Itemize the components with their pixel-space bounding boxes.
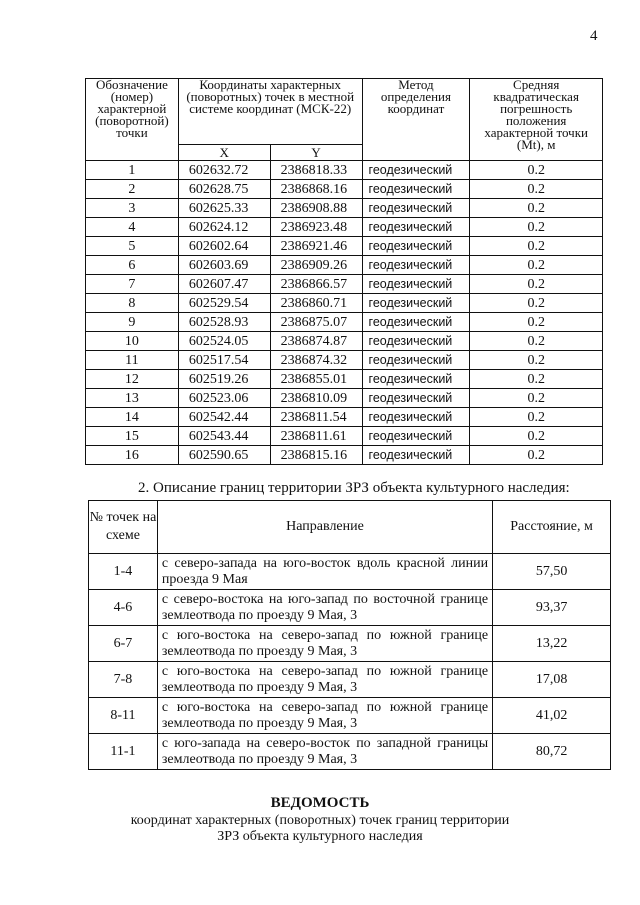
coords-table-row (86, 237, 603, 256)
direction-cell: с северо-востока на юго-запад по восточной границе землеотвода по проезду 9 Мая, 3 (157, 590, 492, 626)
x-cell: 602625.33 (178, 199, 270, 218)
direction-cell: с северо-запада на юго-восток вдоль красной линии проезда 9 Мая (157, 554, 492, 590)
x-cell: 602529.54 (178, 294, 270, 313)
error-cell: 0.2 (470, 351, 603, 370)
point-number-cell: 12 (86, 370, 179, 389)
y-cell: 2386818.33 (270, 161, 362, 180)
x-cell: 602603.69 (178, 256, 270, 275)
y-cell: 2386874.87 (270, 332, 362, 351)
error-cell: 0.2 (470, 408, 603, 427)
y-cell: 2386908.88 (270, 199, 362, 218)
distance-cell: 57,50 (493, 554, 611, 590)
borders-table-row (89, 554, 611, 590)
point-number-cell: 6 (86, 256, 179, 275)
direction-cell: с юго-востока на северо-запад по южной границе землеотвода по проезду 9 Мая, 3 (157, 698, 492, 734)
error-cell: 0.2 (470, 180, 603, 199)
coords-table-row (86, 351, 603, 370)
method-cell: геодезический (362, 332, 470, 351)
y-cell: 2386860.71 (270, 294, 362, 313)
header-distance: Расстояние, м (493, 501, 611, 554)
coords-table-row (86, 313, 603, 332)
coords-table-row (86, 275, 603, 294)
y-cell: 2386810.09 (270, 389, 362, 408)
method-cell: геодезический (362, 275, 470, 294)
y-cell: 2386875.07 (270, 313, 362, 332)
method-cell: геодезический (362, 408, 470, 427)
distance-cell: 80,72 (493, 734, 611, 770)
coords-table-row (86, 218, 603, 237)
method-cell: геодезический (362, 351, 470, 370)
error-cell: 0.2 (470, 370, 603, 389)
y-cell: 2386811.61 (270, 427, 362, 446)
direction-cell: с юго-запада на северо-восток по западной границы землеотвода по проезду 9 Мая, 3 (157, 734, 492, 770)
distance-cell: 13,22 (493, 626, 611, 662)
error-cell: 0.2 (470, 446, 603, 465)
section-2-title: 2. Описание границ территории ЗРЗ объекта культурного наследия: (138, 480, 570, 496)
header-x: X (178, 145, 270, 161)
y-cell: 2386815.16 (270, 446, 362, 465)
point-number-cell: 2 (86, 180, 179, 199)
point-number-cell: 14 (86, 408, 179, 427)
header-method: Метод определения координат (362, 79, 470, 161)
point-number-cell: 15 (86, 427, 179, 446)
coords-table-row (86, 332, 603, 351)
points-cell: 7-8 (89, 662, 158, 698)
distance-cell: 17,08 (493, 662, 611, 698)
x-cell: 602624.12 (178, 218, 270, 237)
distance-cell: 93,37 (493, 590, 611, 626)
point-number-cell: 10 (86, 332, 179, 351)
y-cell: 2386855.01 (270, 370, 362, 389)
coords-table-row (86, 180, 603, 199)
point-number-cell: 11 (86, 351, 179, 370)
header-point-number: Обозначение (номер) характерной (поворотной) точки (86, 79, 179, 161)
method-cell: геодезический (362, 180, 470, 199)
y-cell: 2386874.32 (270, 351, 362, 370)
coords-table-row (86, 408, 603, 427)
coords-table-row (86, 389, 603, 408)
coords-table-row (86, 446, 603, 465)
x-cell: 602542.44 (178, 408, 270, 427)
page-number: 4 (590, 28, 598, 44)
y-cell: 2386868.16 (270, 180, 362, 199)
method-cell: геодезический (362, 237, 470, 256)
points-cell: 6-7 (89, 626, 158, 662)
borders-table-row (89, 662, 611, 698)
x-cell: 602628.75 (178, 180, 270, 199)
coords-table-row (86, 427, 603, 446)
y-cell: 2386921.46 (270, 237, 362, 256)
direction-cell: с юго-востока на северо-запад по южной границе землеотвода по проезду 9 Мая, 3 (157, 626, 492, 662)
method-cell: геодезический (362, 370, 470, 389)
method-cell: геодезический (362, 256, 470, 275)
error-cell: 0.2 (470, 218, 603, 237)
error-cell: 0.2 (470, 332, 603, 351)
error-cell: 0.2 (470, 389, 603, 408)
error-cell: 0.2 (470, 237, 603, 256)
borders-table-row (89, 626, 611, 662)
direction-cell: с юго-востока на северо-запад по южной границе землеотвода по проезду 9 Мая, 3 (157, 662, 492, 698)
error-cell: 0.2 (470, 199, 603, 218)
points-cell: 11-1 (89, 734, 158, 770)
point-number-cell: 3 (86, 199, 179, 218)
point-number-cell: 8 (86, 294, 179, 313)
x-cell: 602590.65 (178, 446, 270, 465)
coords-table-row (86, 161, 603, 180)
point-number-cell: 4 (86, 218, 179, 237)
x-cell: 602524.05 (178, 332, 270, 351)
x-cell: 602602.64 (178, 237, 270, 256)
method-cell: геодезический (362, 389, 470, 408)
error-cell: 0.2 (470, 275, 603, 294)
error-cell: 0.2 (470, 161, 603, 180)
error-cell: 0.2 (470, 294, 603, 313)
coords-table-row (86, 199, 603, 218)
header-y: Y (270, 145, 362, 161)
header-coordinates: Координаты характерных (поворотных) точек в местной системе координат (МСК-22) (178, 79, 362, 145)
point-number-cell: 1 (86, 161, 179, 180)
coords-table-row (86, 294, 603, 313)
x-cell: 602543.44 (178, 427, 270, 446)
point-number-cell: 9 (86, 313, 179, 332)
x-cell: 602519.26 (178, 370, 270, 389)
points-cell: 4-6 (89, 590, 158, 626)
y-cell: 2386923.48 (270, 218, 362, 237)
point-number-cell: 7 (86, 275, 179, 294)
point-number-cell: 5 (86, 237, 179, 256)
method-cell: геодезический (362, 446, 470, 465)
borders-table-row (89, 698, 611, 734)
y-cell: 2386866.57 (270, 275, 362, 294)
points-cell: 1-4 (89, 554, 158, 590)
method-cell: геодезический (362, 294, 470, 313)
x-cell: 602632.72 (178, 161, 270, 180)
x-cell: 602528.93 (178, 313, 270, 332)
header-error: Средняя квадратическая погрешность положения характерной точки (Mt), м (470, 79, 603, 161)
error-cell: 0.2 (470, 256, 603, 275)
distance-cell: 41,02 (493, 698, 611, 734)
borders-table (88, 500, 611, 770)
point-number-cell: 16 (86, 446, 179, 465)
x-cell: 602523.06 (178, 389, 270, 408)
vedomost-subtitle-line1: координат характерных (поворотных) точек границ территории (130, 813, 510, 828)
coords-table-row (86, 256, 603, 275)
borders-table-row (89, 590, 611, 626)
x-cell: 602517.54 (178, 351, 270, 370)
y-cell: 2386811.54 (270, 408, 362, 427)
method-cell: геодезический (362, 218, 470, 237)
vedomost-subtitle-line2: ЗРЗ объекта культурного наследия (217, 829, 423, 844)
coords-table-row (86, 370, 603, 389)
y-cell: 2386909.26 (270, 256, 362, 275)
vedomost-title: ВЕДОМОСТЬ (270, 795, 370, 811)
borders-table-row (89, 734, 611, 770)
points-cell: 8-11 (89, 698, 158, 734)
coordinates-table (85, 78, 603, 465)
header-direction: Направление (157, 501, 492, 554)
error-cell: 0.2 (470, 313, 603, 332)
x-cell: 602607.47 (178, 275, 270, 294)
header-points: № точек на схеме (89, 501, 158, 554)
method-cell: геодезический (362, 199, 470, 218)
error-cell: 0.2 (470, 427, 603, 446)
point-number-cell: 13 (86, 389, 179, 408)
method-cell: геодезический (362, 161, 470, 180)
method-cell: геодезический (362, 313, 470, 332)
method-cell: геодезический (362, 427, 470, 446)
